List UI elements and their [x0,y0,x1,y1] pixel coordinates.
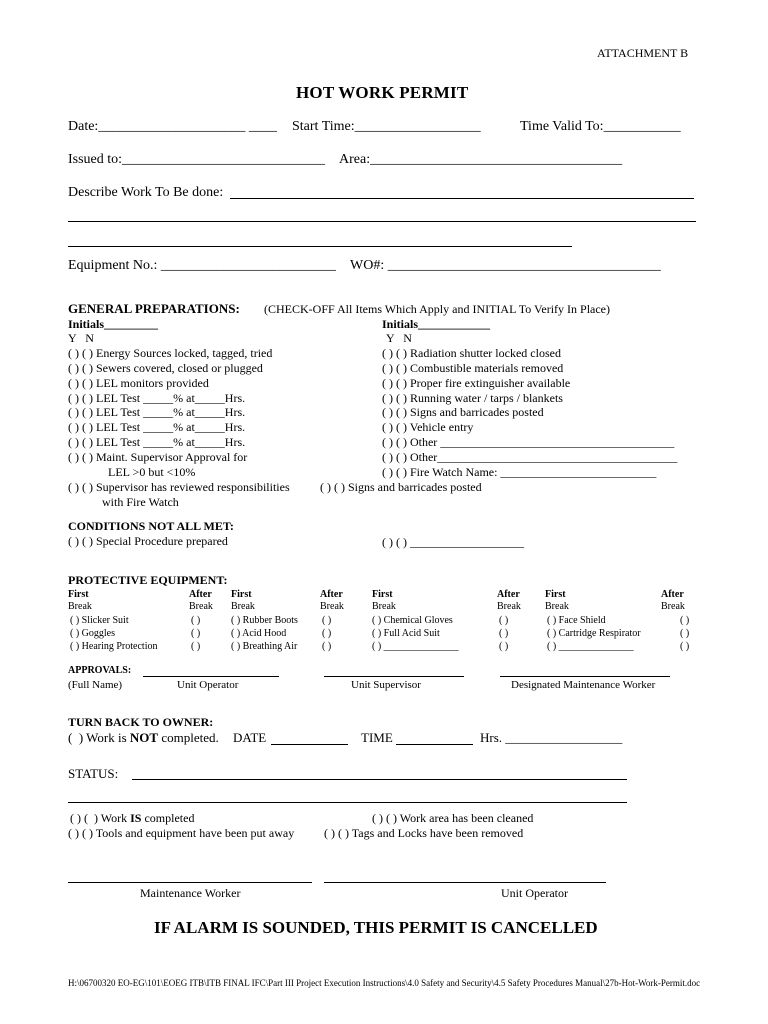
unit-operator-label: Unit Operator [177,679,239,691]
check-other-equipment-2[interactable]: ( ) _______________ [547,641,634,652]
maintenance-worker-signature-line[interactable] [68,882,312,883]
check-face-shield[interactable]: ( ) Face Shield [547,615,606,626]
check-energy-sources[interactable]: ( ) ( ) Energy Sources locked, tagged, tried [68,346,273,360]
after-label: After [661,589,684,600]
check-area-cleaned[interactable]: ( ) ( ) Work area has been cleaned [372,811,534,825]
break-label: Break [661,601,685,612]
issued-to-field[interactable]: Issued to:_____________________________ [68,152,326,167]
initials-left[interactable]: Initials_________ [68,317,159,331]
check-tags-locks-removed[interactable]: ( ) ( ) Tags and Locks have been removed [324,826,524,840]
check-full-acid-suit[interactable]: ( ) Full Acid Suit [372,628,440,639]
form-title: HOT WORK PERMIT [296,83,469,102]
status-line-1[interactable] [132,779,627,780]
break-label: Break [231,601,255,612]
check-fire-watch-name[interactable]: ( ) ( ) Fire Watch Name: __________________________ [382,465,657,479]
after-checkbox[interactable]: ( ) [191,615,201,626]
check-condition-other[interactable]: ( ) ( ) ___________________ [382,535,524,549]
check-goggles[interactable]: ( ) Goggles [70,628,115,639]
unit-supervisor-signature-line[interactable] [324,676,464,677]
first-label: First [231,589,252,600]
check-rubber-boots[interactable]: ( ) Rubber Boots [231,615,298,626]
after-checkbox[interactable]: ( ) [499,628,509,639]
after-label: After [320,589,343,600]
describe-work-line-3[interactable] [68,246,572,247]
wo-field[interactable]: WO#: _______________________________________ [350,258,661,273]
after-checkbox[interactable]: ( ) [680,628,690,639]
check-acid-hood[interactable]: ( ) Acid Hood [231,628,287,639]
check-other-2[interactable]: ( ) ( ) Other________________________________________ [382,450,678,464]
check-breathing-air[interactable]: ( ) Breathing Air [231,641,298,652]
status-label: STATUS: [68,766,119,781]
status-line-2[interactable] [68,802,627,803]
work-not-suffix: completed. [158,730,219,745]
break-label: Break [189,601,213,612]
initials-right[interactable]: Initials____________ [382,317,491,331]
first-label: First [68,589,89,600]
not-emphasis: NOT [129,730,159,745]
break-label: Break [320,601,344,612]
start-time-field[interactable]: Start Time:__________________ [292,119,481,134]
unit-supervisor-label: Unit Supervisor [351,679,421,691]
check-special-procedure[interactable]: ( ) ( ) Special Procedure prepared [68,534,228,548]
turnback-time-label: TIME [361,730,393,745]
work-is-suffix: completed [141,811,195,825]
attachment-label: ATTACHMENT B [597,46,689,60]
after-checkbox[interactable]: ( ) [680,615,690,626]
check-vehicle-entry[interactable]: ( ) ( ) Vehicle entry [382,420,474,434]
after-checkbox[interactable]: ( ) [322,615,332,626]
check-signs-barricades-2[interactable]: ( ) ( ) Signs and barricades posted [320,480,482,494]
after-checkbox[interactable]: ( ) [680,641,690,652]
check-other-1[interactable]: ( ) ( ) Other _______________________________________ [382,435,675,449]
general-preparations-heading: GENERAL PREPARATIONS: [68,301,240,316]
check-hearing-protection[interactable]: ( ) Hearing Protection [70,641,158,652]
unit-operator-signature-label: Unit Operator [501,886,568,900]
after-checkbox[interactable]: ( ) [322,628,332,639]
break-label: Break [545,601,569,612]
date-field[interactable]: Date:_____________________ ____ [68,119,277,134]
protective-equipment-heading: PROTECTIVE EQUIPMENT: [68,573,228,587]
break-label: Break [497,601,521,612]
work-not-prefix: ( ) Work is [68,730,130,745]
check-signs-barricades[interactable]: ( ) ( ) Signs and barricades posted [382,405,544,419]
work-is-prefix: ( ) ( ) Work [70,811,131,825]
approvals-label: APPROVALS: [68,665,132,676]
time-valid-field[interactable]: Time Valid To:___________ [520,119,681,134]
check-lel-test-4[interactable]: ( ) ( ) LEL Test _____% at_____Hrs. [68,435,246,449]
general-instruction: (CHECK-OFF All Items Which Apply and INITIAL To Verify In Place) [264,302,611,316]
check-slicker-suit[interactable]: ( ) Slicker Suit [70,615,129,626]
lel-range-text: LEL >0 but <10% [108,465,196,479]
check-radiation-shutter[interactable]: ( ) ( ) Radiation shutter locked closed [382,346,561,360]
check-combustible-materials[interactable]: ( ) ( ) Combustible materials removed [382,361,564,375]
check-maint-supervisor[interactable]: ( ) ( ) Maint. Supervisor Approval for [68,450,248,464]
turnback-hrs-field[interactable]: Hrs. __________________ [480,730,623,745]
check-chemical-gloves[interactable]: ( ) Chemical Gloves [372,615,453,626]
maintenance-worker-signature-label: Maintenance Worker [140,886,241,900]
describe-work-line-1[interactable] [230,198,694,199]
yn-header-right: Y N [386,331,412,345]
break-label: Break [68,601,92,612]
full-name-label: (Full Name) [68,679,123,691]
fire-watch-text: with Fire Watch [102,495,179,509]
equipment-field[interactable]: Equipment No.: _________________________ [68,258,336,273]
alarm-notice: IF ALARM IS SOUNDED, THIS PERMIT IS CANCELLED [154,918,598,937]
turnback-date-label: DATE [233,730,267,745]
check-lel-test-2[interactable]: ( ) ( ) LEL Test _____% at_____Hrs. [68,405,246,419]
maintenance-signature-line[interactable] [500,676,670,677]
first-label: First [372,589,393,600]
after-checkbox[interactable]: ( ) [191,628,201,639]
turn-back-heading: TURN BACK TO OWNER: [68,715,214,729]
is-emphasis: IS [130,811,142,825]
check-supervisor-reviewed[interactable]: ( ) ( ) Supervisor has reviewed responsibilities [68,480,290,494]
break-label: Break [372,601,396,612]
after-checkbox[interactable]: ( ) [191,641,201,652]
check-work-is-completed[interactable] [70,811,194,826]
turnback-date-line[interactable] [271,744,348,745]
check-sewers[interactable]: ( ) ( ) Sewers covered, closed or plugged [68,361,263,375]
maintenance-worker-label: Designated Maintenance Worker [511,679,656,691]
check-running-water[interactable]: ( ) ( ) Running water / tarps / blankets [382,391,563,405]
unit-operator-signature-line[interactable] [143,676,279,677]
turnback-time-line[interactable] [396,744,473,745]
describe-work-label: Describe Work To Be done: [68,185,224,200]
after-label: After [497,589,520,600]
area-field[interactable]: Area:____________________________________ [339,152,623,167]
unit-operator-signature-line-final[interactable] [324,882,606,883]
check-lel-test-1[interactable]: ( ) ( ) LEL Test _____% at_____Hrs. [68,391,246,405]
after-label: After [189,589,212,600]
check-cartridge-respirator[interactable]: ( ) Cartridge Respirator [547,628,641,639]
check-lel-test-3[interactable]: ( ) ( ) LEL Test _____% at_____Hrs. [68,420,246,434]
first-label: First [545,589,566,600]
check-lel-monitors[interactable]: ( ) ( ) LEL monitors provided [68,376,209,390]
file-path-footer: H:\06700320 EO-EG\101\EOEG ITB\ITB FINAL IFC\Part III Project Execution Instructions\4.0 Safety and Security\4.5 Safety Procedures Manual\27b-Hot-Work-Permit.doc [68,978,701,988]
after-checkbox[interactable]: ( ) [499,641,509,652]
yn-header-left: Y N [68,331,94,345]
conditions-heading: CONDITIONS NOT ALL MET: [68,519,234,533]
check-work-not-completed[interactable] [68,730,219,746]
check-other-equipment-1[interactable]: ( ) _______________ [372,641,459,652]
describe-work-line-2[interactable] [68,221,696,222]
check-fire-extinguisher[interactable]: ( ) ( ) Proper fire extinguisher available [382,376,571,390]
after-checkbox[interactable]: ( ) [499,615,509,626]
check-tools-put-away[interactable]: ( ) ( ) Tools and equipment have been put away [68,826,295,840]
after-checkbox[interactable]: ( ) [322,641,332,652]
